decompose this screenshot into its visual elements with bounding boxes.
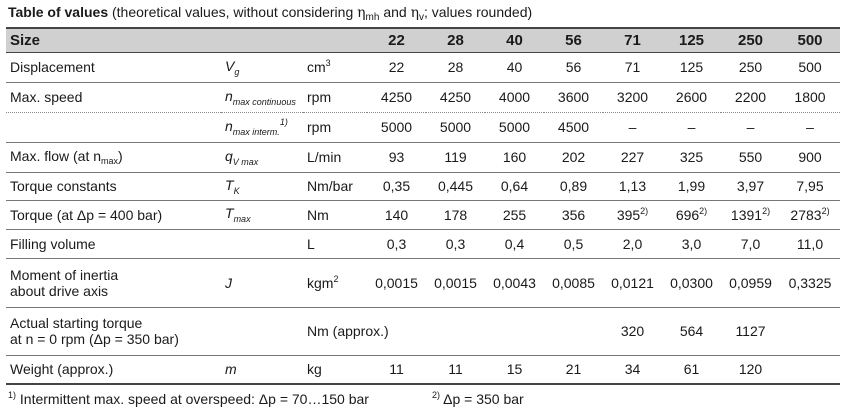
table-cell: 11 [448,361,463,378]
table-cell: 0,0121 [611,274,654,291]
values-table [6,27,840,385]
size-header: 71 [624,31,641,49]
table-cell: 56 [565,59,582,75]
table-cell: – [806,119,814,135]
table-cell: 320 [620,323,645,339]
table-cell: 0,3 [445,235,466,252]
table-cell: 28 [447,59,464,75]
row-param: Actual starting torque at n = 0 rpm (Δp = 350 bar) [10,315,179,347]
row-param: Torque (at Δp = 400 bar) [10,206,163,223]
row-unit: L [307,235,315,252]
table-cell: – [628,119,637,135]
table-cell: 0,3 [386,235,407,252]
caption-and: and [379,4,411,20]
table-cell: 178 [443,206,468,223]
table-cell: 0,445 [437,178,474,194]
row-symbol: $n_{max continuous}$ [225,87,296,107]
row-param: Torque constants [10,178,117,194]
header-row [6,28,840,52]
row-param: Moment of inertia about drive axis [10,266,119,299]
table-cell: 564 [679,323,704,339]
header-size-label: Size [10,31,41,49]
table-cell: 0,3325 [788,274,832,291]
row-symbol: $q_{V max}$ [225,147,259,167]
table-cell: 325 [679,149,704,165]
row-param: Max. flow (at $n_{max}$) [10,148,123,166]
footnote-1: $^{1)}$ Intermittent max. speed at overspeed: Δp = 70…150 bar [8,390,369,407]
row-symbol: $V_g$ [225,57,240,77]
caption-note-open: (theoretical values, without considering [108,4,358,20]
row-symbol: $T_{max}$ [225,205,251,224]
table-cell: 250 [738,59,763,75]
table-cell: 119 [444,149,467,165]
table-cell: 1391$^{2)}$ [730,205,771,223]
row-unit: kgm$^2$ [307,273,339,291]
caption-note-close: ; values rounded) [423,4,533,20]
table-row [6,142,840,172]
table-cell: 1800 [794,89,826,105]
table-cell: 93 [388,149,405,165]
table-cell: 3200 [616,89,649,105]
table-cell: 11,0 [796,235,824,252]
table-row [6,200,840,229]
table-row [6,112,840,142]
table-cell: 120 [738,361,763,378]
row-unit: rpm [307,119,332,135]
row-param: Max. speed [10,89,83,105]
row-unit: L/min [307,149,342,165]
table-cell: 0,89 [559,178,588,194]
table-cell: 550 [738,149,763,165]
table-cell: 3,0 [681,235,702,252]
table-cell: 40 [506,59,523,75]
table-cell [485,307,544,355]
table-cell: 5000 [439,119,472,135]
table-cell: 0,64 [500,178,529,194]
table-row [6,82,840,112]
table-cell: 21 [565,361,582,378]
table-row [6,52,840,82]
table-cell: 0,5 [563,235,584,252]
table-cell: 0,0085 [552,274,595,291]
table-cell: 2200 [734,89,767,105]
table-cell: 7,0 [740,235,761,252]
table-row [6,229,840,258]
table-cell [780,355,840,384]
table-caption [8,4,532,23]
table-cell: 11 [389,361,404,378]
size-header: 22 [388,31,405,49]
table-cell: 0,4 [504,235,525,252]
table-cell: 71 [624,59,641,75]
eta-mh-subscript: mh [365,12,380,23]
table-cell: 1127 [735,323,766,339]
table-cell [780,307,840,355]
table-cell: 255 [502,206,527,223]
row-symbol: m [225,361,237,378]
table-cell [544,307,603,355]
row-unit: Nm [307,206,329,223]
size-header: 28 [447,31,464,49]
table-cell: 140 [384,206,409,223]
table-cell: 0,0015 [375,274,418,291]
table-cell: 160 [502,149,527,165]
eta-symbol-2: η [410,5,419,21]
table-row [6,172,840,200]
table-cell: 0,0300 [670,274,713,291]
table-cell: 3,97 [736,178,765,194]
table-cell: 5000 [380,119,413,135]
eta-symbol: η [357,5,366,21]
table-cell: 4500 [557,119,590,135]
table-cell: 34 [624,361,641,378]
table-row [6,258,840,307]
table-cell: 0,35 [382,178,411,194]
row-symbol: $n_{max interm.}^{1)}$ [225,116,288,137]
table-cell: 0,0015 [434,274,477,291]
table-cell: 3600 [557,89,590,105]
table-cell: 2783$^{2)}$ [790,205,830,223]
table-row [6,307,840,355]
row-unit: rpm [307,89,332,105]
size-header: 125 [678,31,705,49]
row-unit: Nm/bar [307,178,353,194]
footnote-2: $^{2)}$ Δp = 350 bar [432,390,524,407]
table-cell: 125 [679,59,704,75]
table-cell [426,307,485,355]
row-param: Weight (approx.) [10,361,114,378]
table-cell: 22 [388,59,405,75]
table-cell: 4250 [380,89,413,105]
table-cell: 4000 [498,89,531,105]
table-cell: 15 [506,361,523,378]
table-cell: 696$^{2)}$ [675,205,708,223]
table-cell: – [687,119,696,135]
size-header: 56 [565,31,582,49]
table-cell: 61 [683,361,700,378]
table-cell: 1,99 [677,178,706,194]
table-cell: 2,0 [622,235,643,252]
caption-title: Table of values [8,4,109,20]
eta-v-subscript: v [418,12,424,23]
table-cell: 227 [620,149,645,165]
row-param: Displacement [10,59,95,75]
row-symbol: $T_K$ [225,176,240,196]
size-header: 500 [797,31,823,49]
row-unit: Nm (approx.) [307,323,389,339]
table-cell: 395$^{2)}$ [616,205,649,223]
row-symbol: J [225,274,232,291]
table-cell: – [746,119,755,135]
row-unit: kg [307,361,322,378]
size-header: 40 [506,31,523,49]
table-cell: 1,13 [618,178,647,194]
table-cell: 356 [561,206,586,223]
table-cell: 2600 [675,89,708,105]
table-cell: 0,0043 [493,274,536,291]
table-cell: 900 [798,149,822,165]
table-cell: 7,95 [796,178,824,194]
size-header: 250 [737,31,764,49]
table-cell: 202 [561,149,586,165]
table-cell: 4250 [439,89,472,105]
table-cell: 500 [798,59,822,75]
row-param: Filling volume [10,235,96,252]
table-row [6,355,840,384]
table-cell: 5000 [498,119,531,135]
table-cell: 0,0959 [729,274,772,291]
row-unit: $cm^3$ [307,58,331,75]
